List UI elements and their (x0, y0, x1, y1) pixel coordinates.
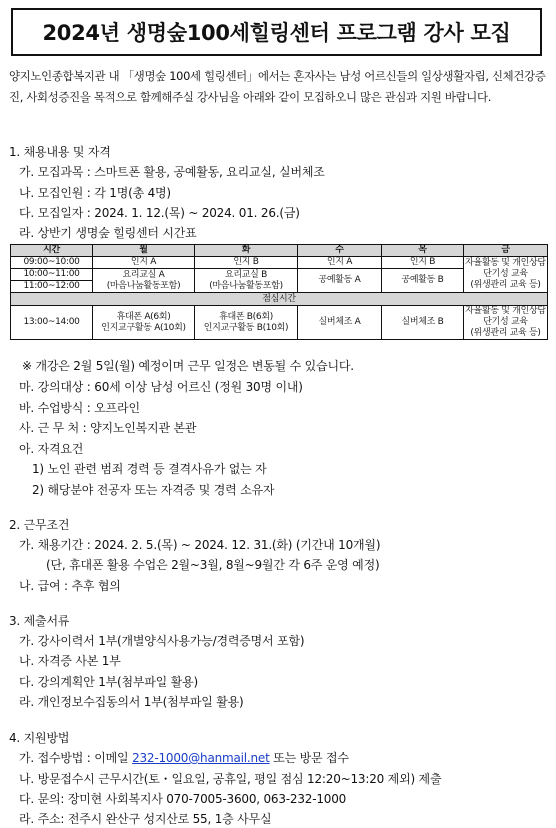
time-cell: 11:00~12:00 (11, 281, 93, 293)
header-thu: 목 (382, 245, 464, 257)
timetable-caption: 라. 상반기 생명숲 힐링센터 시간표 (19, 226, 197, 240)
doc-license: 나. 자격증 사본 1부 (19, 654, 121, 668)
header-tue: 화 (195, 245, 298, 257)
email-link[interactable]: 232-1000@hanmail.net (132, 751, 270, 765)
table-cell: 인지 A (298, 257, 382, 269)
table-cell: 인지 B (382, 257, 464, 269)
table-cell (464, 306, 548, 340)
contact-info: 다. 문의: 장미현 사회복지사 070-7005-3600, 063-232-1000 (19, 792, 347, 806)
table-cell: 실버체조 B (382, 306, 464, 340)
cell-line: 요리교실 B (224, 269, 267, 280)
table-row (11, 306, 548, 340)
table-cell (464, 257, 548, 293)
table-cell (93, 269, 195, 293)
schedule-note: ※ 개강은 2월 5일(월) 예정이며 근무 일정은 변동될 수 있습니다. (22, 359, 354, 373)
doc-privacy-consent: 라. 개인정보수집동의서 1부(첨부파일 활용) (19, 695, 244, 709)
apply-method-label: 가. 접수방법 : 이메일 (19, 751, 133, 765)
cell-line: 인지교구활동 B(10회) (203, 322, 289, 333)
lunch-cell: 점심시간 (11, 293, 548, 306)
section-4-heading: 4. 지원방법 (9, 731, 70, 745)
qualifications-heading: 아. 자격요건 (19, 442, 84, 456)
cell-line: (마음나눔활동포함) (209, 280, 283, 291)
salary: 나. 급여 : 추후 협의 (19, 579, 121, 593)
table-cell: 인지 A (93, 257, 195, 269)
qualification-1: 1) 노인 관련 범죄 경력 등 결격사유가 없는 자 (32, 462, 267, 476)
time-cell: 13:00~14:00 (11, 306, 93, 340)
time-cell: 09:00~10:00 (11, 257, 93, 269)
table-cell (195, 269, 298, 293)
section-1-heading: 1. 채용내용 및 자격 (9, 145, 111, 159)
cell-line: (위생관리 교육 등) (470, 328, 541, 338)
cell-line: (위생관리 교육 등) (470, 280, 541, 290)
cell-line: (마음나눔활동포함) (106, 280, 181, 291)
page-title: 2024년 생명숲100세힐링센터 프로그램 강사 모집 (11, 8, 542, 56)
table-row (11, 257, 548, 269)
header-wed: 수 (298, 245, 382, 257)
time-cell: 10:00~11:00 (11, 269, 93, 281)
apply-method (19, 749, 349, 766)
visit-hours: 나. 방문접수시 근무시간(토・일요일, 공휴일, 평일 점심 12:20~13:20 제외) 제출 (19, 772, 442, 786)
recruit-period: 다. 모집일자 : 2024. 1. 12.(목) ~ 2024. 01. 26.(금) (19, 206, 300, 220)
header-fri: 금 (464, 245, 548, 257)
cell-line: 자율활동 및 개인상담 (465, 258, 546, 268)
table-cell: 공예활동 B (382, 269, 464, 293)
header-time: 시간 (11, 245, 93, 257)
address: 라. 주소: 전주시 완산구 성지산로 55, 1층 사무실 (19, 812, 272, 826)
table-cell: 실버체조 A (298, 306, 382, 340)
recruit-subjects: 가. 모집과목 : 스마트폰 활용, 공예활동, 요리교실, 실버체조 (19, 165, 325, 179)
intro-paragraph: 양지노인종합복지관 내 「생명숲 100세 힐링센터」에서는 혼자사는 남성 어르신들의 일상생활자립, 신체건강증진, 사회성증진을 목적으로 함께해주실 강사님을 아래와 같이 모집하오니 많은 관심과 지원 바랍니다. (9, 69, 546, 104)
cell-line: 요리교실 A (122, 269, 165, 280)
target-audience: 마. 강의대상 : 60세 이상 남성 어르신 (정원 30명 이내) (19, 380, 303, 394)
workplace: 사. 근 무 처 : 양지노인복지관 본관 (19, 421, 197, 435)
cell-line: 휴대폰 B(6회) (219, 311, 273, 322)
table-cell (195, 306, 298, 340)
timetable (10, 244, 548, 340)
apply-method-suffix: 또는 방문 접수 (269, 751, 349, 765)
table-cell: 공예활동 A (298, 269, 382, 293)
section-2-heading: 2. 근무조건 (9, 518, 70, 532)
table-cell: 인지 B (195, 257, 298, 269)
timetable-header-row (11, 245, 548, 257)
employment-period-note: (단, 휴대폰 활용 수업은 2월~3월, 8월~9월간 각 6주 운영 예정) (46, 558, 380, 572)
qualification-2: 2) 해당분야 전공자 또는 자격증 및 경력 소유자 (32, 483, 275, 497)
employment-period: 가. 채용기간 : 2024. 2. 5.(목) ~ 2024. 12. 31.(화) (기간내 10개월) (19, 538, 381, 552)
table-cell (93, 306, 195, 340)
cell-line: 단기성 교육 (483, 317, 528, 327)
header-mon: 월 (93, 245, 195, 257)
recruit-count: 나. 모집인원 : 각 1명(총 4명) (19, 186, 171, 200)
section-3-heading: 3. 제출서류 (9, 614, 70, 628)
cell-line: 휴대폰 A(6회) (116, 311, 171, 322)
cell-line: 자율활동 및 개인상담 (465, 306, 546, 316)
lunch-row (11, 293, 548, 306)
cell-line: 인지교구활동 A(10회) (101, 322, 186, 333)
class-method: 바. 수업방식 : 오프라인 (19, 401, 140, 415)
doc-resume: 가. 강사이력서 1부(개별양식사용가능/경력증명서 포함) (19, 634, 305, 648)
cell-line: 단기성 교육 (483, 269, 528, 279)
doc-lesson-plan: 다. 강의계획안 1부(첨부파일 활용) (19, 675, 198, 689)
